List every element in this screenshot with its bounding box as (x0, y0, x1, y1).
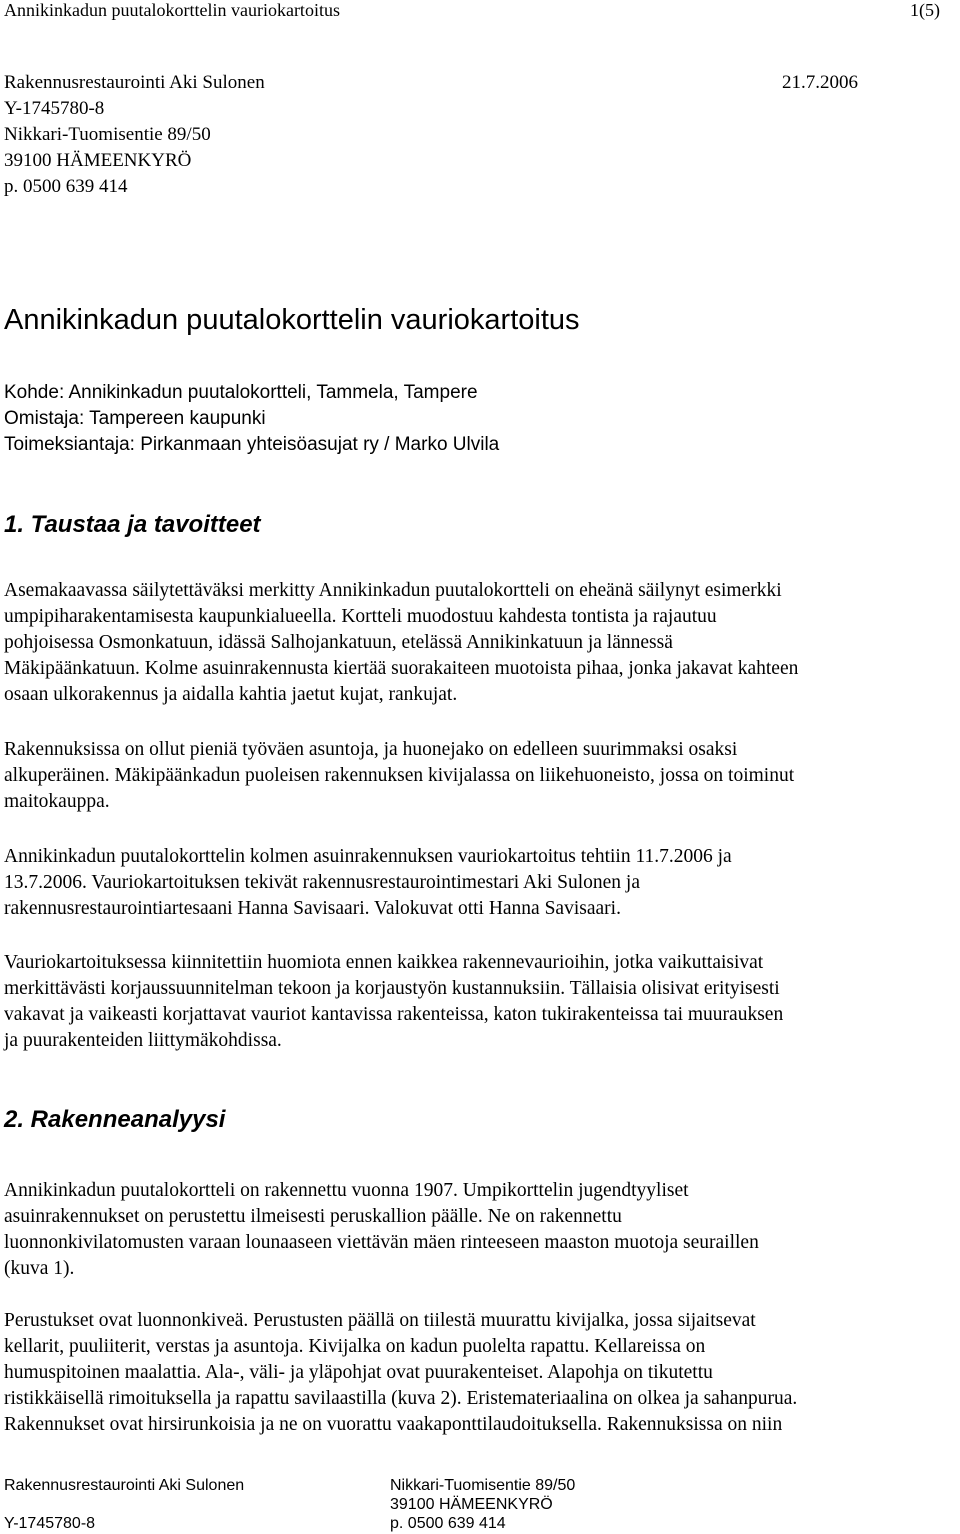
text-line: osaan ulkorakennus ja aidalla kahtia jaetut kujat, rankujat. (4, 684, 458, 705)
section-heading-2: 2. Rakenneanalyysi (4, 1106, 226, 1133)
sender-street: Nikkari-Tuomisentie 89/50 (4, 124, 211, 145)
paragraph-1-1 (4, 578, 960, 708)
footer-street: Nikkari-Tuomisentie 89/50 (390, 1477, 576, 1494)
text-line: umpipiharakentamisesta kaupunkialueella. Kortteli muodostuu kahdesta tontista ja rajautuu (4, 606, 717, 627)
text-line: rakennusrestaurointiartesaani Hanna Savisaari. Valokuvat otti Hanna Savisaari. (4, 898, 621, 919)
text-line: humuspitoinen maalattia. Ala-, väli- ja yläpohjat ovat puurakenteiset. Alapohja on tikutettu (4, 1362, 713, 1383)
sender-business-id: Y-1745780-8 (4, 98, 105, 119)
text-line: Perustukset ovat luonnonkiveä. Perustusten päällä on tiilestä muurattu kivijalka, jossa sijaitsevat (4, 1310, 756, 1331)
document-date: 21.7.2006 (782, 72, 858, 93)
text-line: (kuva 1). (4, 1258, 75, 1279)
text-line: Mäkipäänkatuun. Kolme asuinrakennusta kiertää suorakaiteen muotoista pihaa, jonka jakavat kahteen (4, 658, 799, 679)
paragraph-1-2 (4, 737, 960, 815)
text-line: maitokauppa. (4, 791, 110, 812)
text-line: kellarit, puuliiterit, verstas ja asuntoja. Kivijalka on kadun puolelta rapattu. Kellareissa on (4, 1336, 706, 1357)
text-line: ristikkäisellä rimoituksella ja rapattu savilaastilla (kuva 2). Eristemateriaalina on olkea ja sahanpurua. (4, 1388, 798, 1409)
text-line: 13.7.2006. Vauriokartoituksen tekivät rakennusrestaurointimestari Aki Sulonen ja (4, 872, 640, 893)
text-line: ja puurakenteiden liittymäkohdissa. (4, 1030, 282, 1051)
footer-phone: p. 0500 639 414 (390, 1515, 506, 1532)
text-line: pohjoisessa Osmonkatuun, idässä Salhojankatuun, etelässä Annikinkatuun ja lännessä (4, 632, 673, 653)
paragraph-2-1 (4, 1178, 960, 1282)
footer-business-id: Y-1745780-8 (4, 1515, 96, 1532)
paragraph-1-3 (4, 844, 960, 922)
sender-company: Rakennusrestaurointi Aki Sulonen (4, 72, 265, 93)
text-line: vakavat ja vaikeasti korjattavat vauriot kantavissa rakenteissa, katon tukirakenteissa tai muurauksen (4, 1004, 784, 1025)
text-line: Annikinkadun puutalokorttelin kolmen asuinrakennuksen vauriokartoitus tehtiin 11.7.2006 ja (4, 846, 732, 867)
sender-postal: 39100 HÄMEENKYRÖ (4, 150, 192, 171)
meta-subject: Kohde: Annikinkadun puutalokortteli, Tammela, Tampere (4, 382, 478, 403)
paragraph-2-2 (4, 1308, 960, 1438)
running-header-title: Annikinkadun puutalokorttelin vauriokartoitus (4, 0, 340, 20)
text-line: Rakennuksissa on ollut pieniä työväen asuntoja, ja huonejako on edelleen suurimmaksi osaksi (4, 739, 738, 760)
text-line: Vauriokartoituksessa kiinnitettiin huomiota ennen kaikkea rakennevaurioihin, jotka vaikuttaisivat (4, 952, 764, 973)
text-line: Rakennukset ovat hirsirunkoisia ja ne on vuorattu vaakaponttilaudoituksella. Rakennuksissa on niin (4, 1414, 783, 1435)
sender-phone: p. 0500 639 414 (4, 176, 128, 197)
paragraph-1-4 (4, 950, 960, 1054)
meta-client: Toimeksiantaja: Pirkanmaan yhteisöasujat ry / Marko Ulvila (4, 434, 500, 455)
document-title: Annikinkadun puutalokorttelin vauriokartoitus (4, 304, 580, 336)
section-heading-1: 1. Taustaa ja tavoitteet (4, 511, 261, 538)
footer-postal: 39100 HÄMEENKYRÖ (390, 1496, 553, 1513)
text-line: Annikinkadun puutalokortteli on rakennettu vuonna 1907. Umpikorttelin jugendtyyliset (4, 1180, 689, 1201)
text-line: Asemakaavassa säilytettäväksi merkitty Annikinkadun puutalokortteli on eheänä säilynyt esimerkki (4, 580, 782, 601)
meta-owner: Omistaja: Tampereen kaupunki (4, 408, 266, 429)
page-number: 1(5) (910, 0, 940, 20)
text-line: merkittävästi korjaussuunnitelman tekoon ja korjaustyön kustannuksiin. Tällaisia olisivat erityisesti (4, 978, 780, 999)
text-line: luonnonkivilatomusten varaan lounaaseen viettävän mäen rinteeseen maaston muotoja seuraillen (4, 1232, 759, 1253)
footer-company: Rakennusrestaurointi Aki Sulonen (4, 1477, 245, 1494)
text-line: alkuperäinen. Mäkipäänkadun puoleisen rakennuksen kivijalassa on liikehuoneisto, jossa on toiminut (4, 765, 795, 786)
text-line: asuinrakennukset on perustettu ilmeisesti peruskallion päälle. Ne on rakennettu (4, 1206, 622, 1227)
